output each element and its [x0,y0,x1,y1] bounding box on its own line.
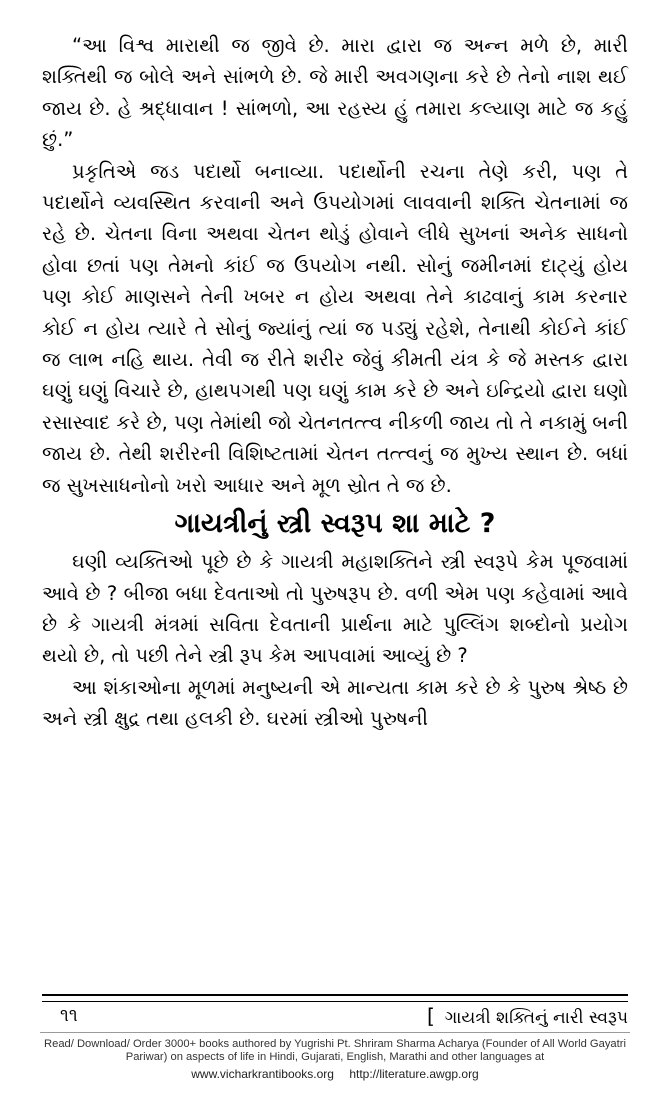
paragraph-nature-consciousness: પ્રકૃતિએ જડ પદાર્થો બનાવ્યા. પદાર્થોની રચના તેણે કરી, પણ તે પદાર્થોને વ્યવસ્થિત કરવાની અને ઉપયોગમાં લાવવાની શક્તિ ચેતનામાં જ રહે છે. ચેતના વિના અથવા ચેતન થોડું હોવાને લીધે સુખનાં અનેક સાધનો હોવા છતાં પણ તેમનો કાંઈ જ ઉપયોગ નથી. સોનું જમીનમાં દાટ્યું હોય પણ કોઈ માણસને તેની ખબર ન હોય અથવા તેને કાઢવાનું કામ કરનાર કોઈ ન હોય ત્યારે તે સોનું જ્યાંનું ત્યાં જ પડ્યું રહેશે, તેનાથી કોઈને કાંઈ જ લાભ નહિ થાય. તેવી જ રીતે શરીર જેવું કીમતી યંત્ર કે જે મસ્તક દ્વારા ઘણું ઘણું વિચારે છે, હાથપગથી પણ ઘણું કામ કરે છે અને ઇન્દ્રિયો દ્વારા ઘણો રસાસ્વાદ કરે છે, પણ તેમાંથી જો ચેતનતત્ત્વ નીકળી જાય તો તે નકામું બની જાય છે. તેથી શરીરની વિશિષ્ટતામાં ચેતન તત્ત્વનું જ મુખ્ય સ્થાન છે. બધાં જ સુખસાધનોનો ખરો આધાર અને મૂળ સ્રોત તે જ છે. [42,159,628,497]
paragraph-question: ઘણી વ્યક્તિઓ પૂછે છે કે ગાયત્રી મહાશક્તિને સ્ત્રી સ્વરૂપે કેમ પૂજવામાં આવે છે ? બીજા બધા દેવતાઓ તો પુરુષરૂપ છે. વળી એમ પણ કહેવામાં આવે છે કે ગાયત્રી મંત્રમાં સવિતા દેવતાની પ્રાર્થના માટે પુલ્લિંગ શબ્દોનો પ્રયોગ થયો છે, તો પછી તેને સ્ત્રી રૂપ કેમ આપવામાં આવ્યું છે ? [42,550,628,668]
page-number: ૧૧ [60,1005,78,1026]
site-footer-links [38,1067,632,1081]
running-title-text: ગાયત્રી શક્તિનું નારી સ્વરૂપ [444,1008,628,1028]
site-footer-note: Read/ Download/ Order 3000+ books authored by Yugrishi Pt. Shriram Sharma Acharya (Founder of All World Gayatri Pariwar) on aspects of life in Hindi, Gujarati, English, Marathi and other languages at [44,1038,626,1063]
running-title-bracket: [ [427,1004,435,1028]
site-footer-divider [40,1032,630,1033]
link-vicharkrantibooks[interactable]: www.vicharkrantibooks.org [191,1067,334,1081]
paragraph-quote: “આ વિશ્વ મારાથી જ જીવે છે. મારા દ્વારા જ અન્ન મળે છે, મારી શક્તિથી જ બોલે અને સાંભળે છે. જે મારી અવગણના કરે છે તેનો નાશ થઈ જાય છે. હે શ્રદ્ધાવાન ! સાંભળો, આ રહસ્ય હું તમારા કલ્યાણ માટે જ કહું છું.” [42,34,628,152]
running-title [427,1002,628,1032]
link-literature-awgp[interactable]: http://literature.awgp.org [349,1067,479,1081]
footer-thick-rule [42,994,628,996]
paragraph-belief: આ શંકાઓના મૂળમાં મનુષ્યની એ માન્યતા કામ કરે છે કે પુરુષ શ્રેષ્ઠ છે અને સ્ત્રી ક્ષુદ્ર તથા હલકી છે. ઘરમાં સ્ત્રીઓ પુરુષની [42,675,628,731]
section-heading: ગાયત્રીનું સ્ત્રી સ્વરૂપ શા માટે ? [174,508,496,540]
page-body [42,30,628,735]
